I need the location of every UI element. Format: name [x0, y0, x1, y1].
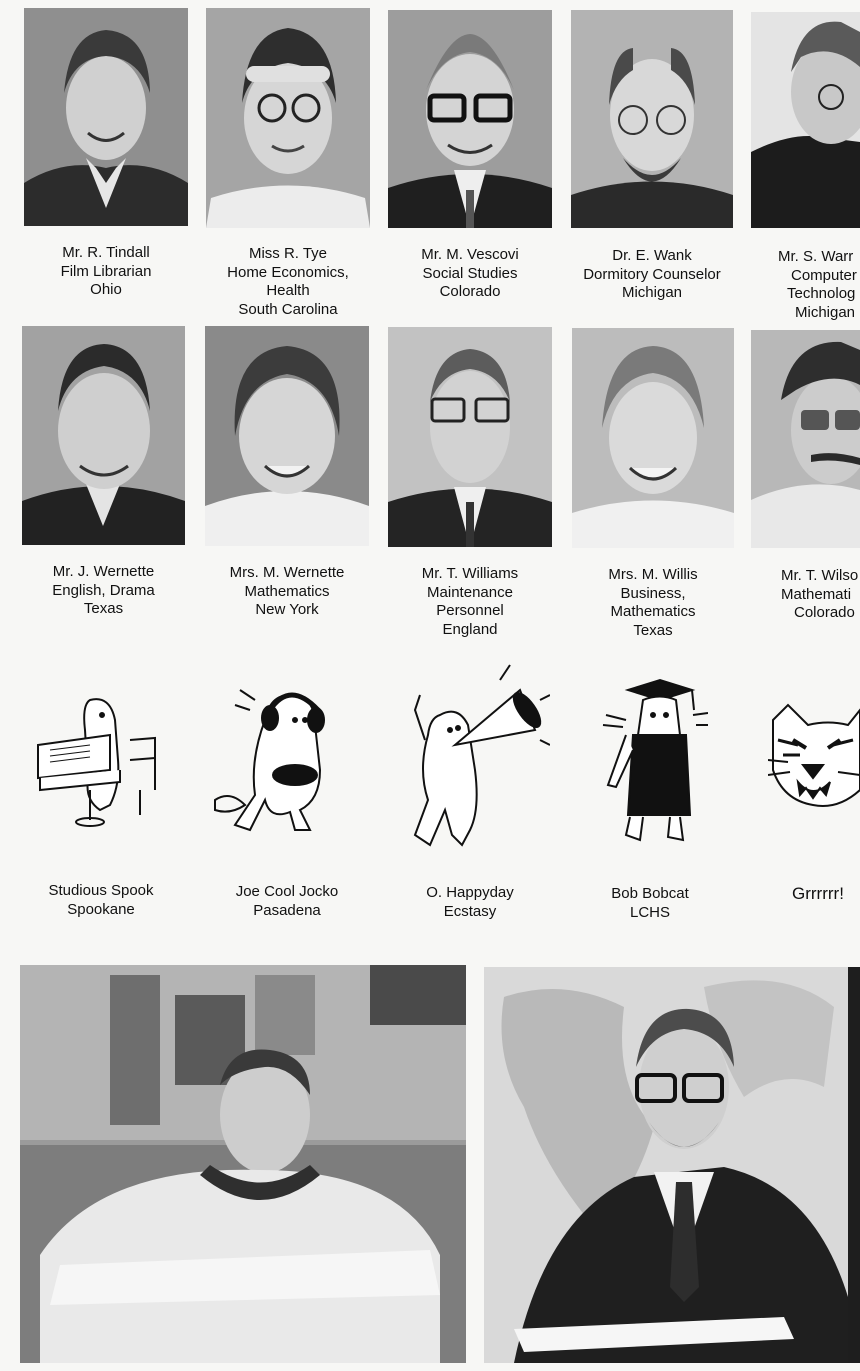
portrait-wilson: [751, 330, 860, 548]
staff-home: Michigan: [621, 284, 683, 301]
mascot-place: Spookane: [67, 900, 135, 918]
caption-joe-cool-jocko: [205, 883, 369, 920]
portrait-tye: [206, 8, 370, 228]
staff-home: Colorado: [794, 604, 855, 621]
candid-photo-classroom-left: [20, 965, 466, 1363]
staff-home: Texas: [83, 600, 124, 617]
staff-name: Mr. T. Williams: [421, 565, 519, 582]
staff-name: Mr. R. Tindall: [62, 244, 150, 261]
caption-studious-spook: [20, 882, 182, 919]
staff-subject: Mathematics: [244, 582, 330, 600]
caption-grrrrrr: [792, 885, 860, 904]
mascot-name: Joe Cool Jocko: [235, 883, 339, 900]
staff-name: Mr. T. Wilso: [781, 567, 859, 584]
staff-home: Michigan: [795, 303, 856, 321]
staff-subject: Business,: [620, 584, 686, 602]
caption-o-happyday: [388, 884, 552, 921]
mascot-place: Ecstasy: [443, 902, 497, 920]
staff-subject: Mathematics: [610, 603, 696, 620]
mascot-place: Pasadena: [253, 901, 321, 919]
staff-subject: Technolog: [787, 285, 856, 302]
staff-subject: Film Librarian: [60, 262, 152, 280]
portrait-wank: [571, 10, 733, 228]
caption-m-wernette: [205, 564, 369, 620]
ghost-graduate-icon: [598, 675, 708, 850]
staff-name: Dr. E. Wank: [612, 247, 692, 264]
caption-t-williams: [388, 565, 552, 639]
staff-home: Ohio: [90, 281, 122, 298]
staff-name: Miss R. Tye: [248, 245, 328, 262]
ghost-reading-icon: [30, 690, 164, 830]
staff-name: Mr. J. Wernette: [52, 563, 155, 580]
staff-subject: Mathemati: [781, 585, 852, 603]
staff-subject: Social Studies: [422, 264, 518, 282]
caption-j-wernette: [22, 563, 185, 619]
portrait-vescovi: [388, 10, 552, 228]
portrait-m-wernette: [205, 326, 369, 546]
portrait-tindall: [24, 8, 188, 226]
mascot-name: O. Happyday: [426, 884, 514, 901]
portrait-j-wernette: [22, 326, 185, 545]
mascot-name: Studious Spook: [48, 882, 154, 899]
staff-subject: Maintenance: [427, 583, 513, 601]
caption-willis: [572, 566, 734, 640]
bobcat-head-icon: [768, 700, 860, 810]
candid-photo-teacher-map: [484, 967, 860, 1363]
staff-subject: Home Economics,: [227, 263, 349, 281]
staff-subject: Dormitory Counselor: [583, 265, 721, 283]
caption-wilson: [768, 567, 860, 623]
mascot-name: Bob Bobcat: [611, 885, 689, 902]
staff-subject: Computer: [791, 266, 857, 284]
staff-home: Texas: [633, 621, 673, 639]
caption-bob-bobcat: [572, 885, 728, 922]
staff-subject: English, Drama: [52, 581, 155, 599]
portrait-warr: [751, 12, 860, 228]
caption-wank: [565, 247, 739, 303]
caption-tye: [206, 245, 370, 319]
ghost-megaphone-icon: [400, 660, 550, 850]
staff-home: England: [442, 620, 498, 638]
staff-name: Mrs. M. Willis: [608, 566, 698, 583]
staff-name: Mrs. M. Wernette: [229, 564, 345, 581]
mascot-place: LCHS: [629, 903, 670, 921]
mascot-name: Grrrrrr!: [792, 884, 844, 903]
caption-warr: [768, 248, 860, 322]
staff-home: South Carolina: [238, 300, 338, 318]
caption-tindall: [24, 244, 188, 300]
staff-name: Mr. S. Warr: [778, 248, 854, 265]
staff-subject: Health: [266, 282, 310, 299]
portrait-t-williams: [388, 327, 552, 547]
staff-home: New York: [255, 601, 319, 618]
caption-vescovi: [388, 246, 552, 302]
portrait-willis: [572, 328, 734, 548]
staff-name: Mr. M. Vescovi: [421, 246, 519, 263]
ghost-running-headphones-icon: [210, 680, 350, 840]
staff-subject: Personnel: [436, 602, 504, 619]
staff-home: Colorado: [439, 283, 501, 300]
